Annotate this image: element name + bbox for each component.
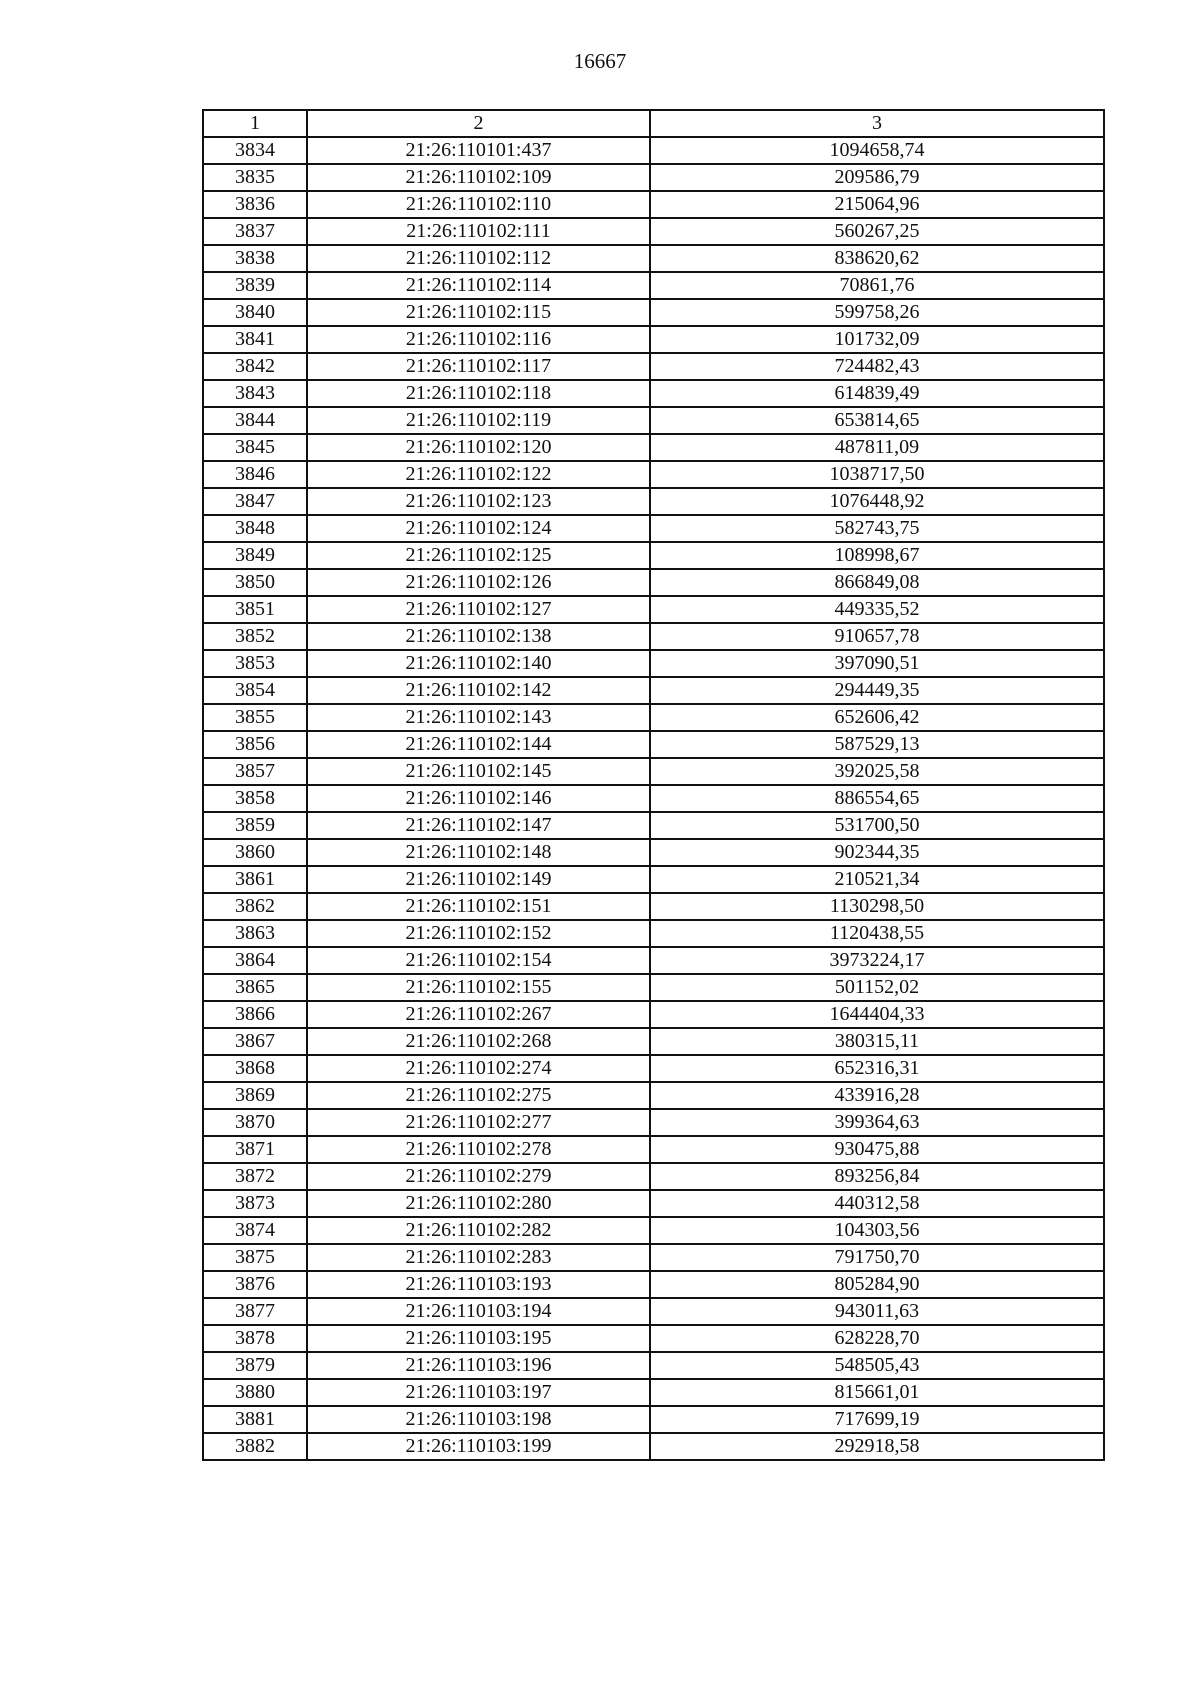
row-number-cell: 3876	[203, 1271, 307, 1298]
cadastral-number-cell: 21:26:110102:282	[307, 1217, 650, 1244]
cadastral-number-cell: 21:26:110102:267	[307, 1001, 650, 1028]
cadastral-number-cell: 21:26:110102:147	[307, 812, 650, 839]
cadastral-number-cell: 21:26:110102:142	[307, 677, 650, 704]
cadastral-number-cell: 21:26:110102:122	[307, 461, 650, 488]
cadastral-number-cell: 21:26:110102:268	[307, 1028, 650, 1055]
row-number-cell: 3881	[203, 1406, 307, 1433]
row-number-cell: 3868	[203, 1055, 307, 1082]
value-cell: 487811,09	[650, 434, 1104, 461]
row-number-cell: 3870	[203, 1109, 307, 1136]
table-row	[203, 461, 1104, 488]
table-row	[203, 731, 1104, 758]
row-number-cell: 3838	[203, 245, 307, 272]
row-number-cell: 3882	[203, 1433, 307, 1460]
table-row	[203, 1163, 1104, 1190]
value-cell: 791750,70	[650, 1244, 1104, 1271]
row-number-cell: 3852	[203, 623, 307, 650]
value-cell: 599758,26	[650, 299, 1104, 326]
value-cell: 1076448,92	[650, 488, 1104, 515]
value-cell: 893256,84	[650, 1163, 1104, 1190]
cadastral-number-cell: 21:26:110102:110	[307, 191, 650, 218]
value-cell: 3973224,17	[650, 947, 1104, 974]
value-cell: 209586,79	[650, 164, 1104, 191]
value-cell: 930475,88	[650, 1136, 1104, 1163]
value-cell: 215064,96	[650, 191, 1104, 218]
row-number-cell: 3872	[203, 1163, 307, 1190]
value-cell: 652606,42	[650, 704, 1104, 731]
cadastral-number-cell: 21:26:110102:125	[307, 542, 650, 569]
cadastral-number-cell: 21:26:110102:126	[307, 569, 650, 596]
value-cell: 560267,25	[650, 218, 1104, 245]
value-cell: 531700,50	[650, 812, 1104, 839]
value-cell: 587529,13	[650, 731, 1104, 758]
value-cell: 70861,76	[650, 272, 1104, 299]
cadastral-number-cell: 21:26:110102:277	[307, 1109, 650, 1136]
table-row	[203, 920, 1104, 947]
row-number-cell: 3880	[203, 1379, 307, 1406]
table-row	[203, 866, 1104, 893]
row-number-cell: 3862	[203, 893, 307, 920]
row-number-cell: 3854	[203, 677, 307, 704]
cadastral-number-cell: 21:26:110102:146	[307, 785, 650, 812]
table-row	[203, 1325, 1104, 1352]
row-number-cell: 3836	[203, 191, 307, 218]
cadastral-number-cell: 21:26:110103:197	[307, 1379, 650, 1406]
row-number-cell: 3864	[203, 947, 307, 974]
cadastral-number-cell: 21:26:110102:116	[307, 326, 650, 353]
table-row	[203, 1217, 1104, 1244]
value-cell: 1130298,50	[650, 893, 1104, 920]
table-row	[203, 272, 1104, 299]
cadastral-number-cell: 21:26:110102:144	[307, 731, 650, 758]
row-number-cell: 3848	[203, 515, 307, 542]
row-number-cell: 3851	[203, 596, 307, 623]
value-cell: 910657,78	[650, 623, 1104, 650]
table-row	[203, 164, 1104, 191]
page-number: 16667	[573, 49, 627, 73]
value-cell: 1094658,74	[650, 137, 1104, 164]
cadastral-number-cell: 21:26:110102:138	[307, 623, 650, 650]
row-number-cell: 3846	[203, 461, 307, 488]
table-row	[203, 704, 1104, 731]
value-cell: 653814,65	[650, 407, 1104, 434]
cadastral-number-cell: 21:26:110102:151	[307, 893, 650, 920]
cadastral-number-cell: 21:26:110102:112	[307, 245, 650, 272]
table-row	[203, 326, 1104, 353]
row-number-cell: 3858	[203, 785, 307, 812]
table-row	[203, 542, 1104, 569]
row-number-cell: 3866	[203, 1001, 307, 1028]
cadastral-number-cell: 21:26:110102:127	[307, 596, 650, 623]
value-cell: 805284,90	[650, 1271, 1104, 1298]
value-cell: 1644404,33	[650, 1001, 1104, 1028]
table-row	[203, 1352, 1104, 1379]
column-header-3: 3	[650, 110, 1104, 137]
table-row	[203, 407, 1104, 434]
row-number-cell: 3859	[203, 812, 307, 839]
value-cell: 866849,08	[650, 569, 1104, 596]
cadastral-number-cell: 21:26:110102:114	[307, 272, 650, 299]
value-cell: 399364,63	[650, 1109, 1104, 1136]
table-row	[203, 1271, 1104, 1298]
value-cell: 1038717,50	[650, 461, 1104, 488]
header-row	[203, 110, 1104, 137]
cadastral-number-cell: 21:26:110102:124	[307, 515, 650, 542]
table-row	[203, 1433, 1104, 1460]
table-row	[203, 1298, 1104, 1325]
value-cell: 397090,51	[650, 650, 1104, 677]
value-cell: 838620,62	[650, 245, 1104, 272]
row-number-cell: 3856	[203, 731, 307, 758]
row-number-cell: 3850	[203, 569, 307, 596]
cadastral-number-cell: 21:26:110103:194	[307, 1298, 650, 1325]
cadastral-number-cell: 21:26:110103:196	[307, 1352, 650, 1379]
cadastral-number-cell: 21:26:110102:155	[307, 974, 650, 1001]
cadastral-number-cell: 21:26:110101:437	[307, 137, 650, 164]
table-row	[203, 515, 1104, 542]
cadastral-number-cell: 21:26:110102:120	[307, 434, 650, 461]
table-row	[203, 650, 1104, 677]
cadastral-number-cell: 21:26:110102:280	[307, 1190, 650, 1217]
table-row	[203, 1379, 1104, 1406]
value-cell: 380315,11	[650, 1028, 1104, 1055]
row-number-cell: 3867	[203, 1028, 307, 1055]
table-row	[203, 677, 1104, 704]
cadastral-number-cell: 21:26:110102:274	[307, 1055, 650, 1082]
cadastral-number-cell: 21:26:110102:115	[307, 299, 650, 326]
table-row	[203, 245, 1104, 272]
row-number-cell: 3840	[203, 299, 307, 326]
cadastral-number-cell: 21:26:110102:119	[307, 407, 650, 434]
value-cell: 943011,63	[650, 1298, 1104, 1325]
cadastral-number-cell: 21:26:110102:152	[307, 920, 650, 947]
cadastral-number-cell: 21:26:110102:140	[307, 650, 650, 677]
cadastral-number-cell: 21:26:110103:193	[307, 1271, 650, 1298]
table-row	[203, 1136, 1104, 1163]
cadastral-number-cell: 21:26:110102:117	[307, 353, 650, 380]
table-row	[203, 623, 1104, 650]
value-cell: 582743,75	[650, 515, 1104, 542]
value-cell: 433916,28	[650, 1082, 1104, 1109]
value-cell: 501152,02	[650, 974, 1104, 1001]
value-cell: 548505,43	[650, 1352, 1104, 1379]
table-row	[203, 299, 1104, 326]
value-cell: 1120438,55	[650, 920, 1104, 947]
cadastral-number-cell: 21:26:110102:109	[307, 164, 650, 191]
table-row	[203, 191, 1104, 218]
row-number-cell: 3855	[203, 704, 307, 731]
row-number-cell: 3878	[203, 1325, 307, 1352]
cadastral-number-cell: 21:26:110102:118	[307, 380, 650, 407]
table-row	[203, 218, 1104, 245]
value-cell: 210521,34	[650, 866, 1104, 893]
value-cell: 628228,70	[650, 1325, 1104, 1352]
cadastral-number-cell: 21:26:110102:145	[307, 758, 650, 785]
cadastral-number-cell: 21:26:110102:148	[307, 839, 650, 866]
row-number-cell: 3835	[203, 164, 307, 191]
cadastral-number-cell: 21:26:110102:283	[307, 1244, 650, 1271]
row-number-cell: 3875	[203, 1244, 307, 1271]
row-number-cell: 3874	[203, 1217, 307, 1244]
cadastral-number-cell: 21:26:110103:198	[307, 1406, 650, 1433]
table-row	[203, 1109, 1104, 1136]
row-number-cell: 3844	[203, 407, 307, 434]
table-row	[203, 893, 1104, 920]
table-row	[203, 380, 1104, 407]
row-number-cell: 3849	[203, 542, 307, 569]
table-row	[203, 353, 1104, 380]
column-header-1: 1	[203, 110, 307, 137]
row-number-cell: 3877	[203, 1298, 307, 1325]
cadastral-number-cell: 21:26:110102:278	[307, 1136, 650, 1163]
table-row	[203, 488, 1104, 515]
cadastral-number-cell: 21:26:110102:111	[307, 218, 650, 245]
table-row	[203, 596, 1104, 623]
table-row	[203, 1055, 1104, 1082]
row-number-cell: 3865	[203, 974, 307, 1001]
row-number-cell: 3873	[203, 1190, 307, 1217]
value-cell: 717699,19	[650, 1406, 1104, 1433]
table-row	[203, 1001, 1104, 1028]
cadastral-value-table	[202, 109, 1105, 1461]
row-number-cell: 3861	[203, 866, 307, 893]
table-row	[203, 1190, 1104, 1217]
row-number-cell: 3845	[203, 434, 307, 461]
value-cell: 815661,01	[650, 1379, 1104, 1406]
value-cell: 652316,31	[650, 1055, 1104, 1082]
cadastral-number-cell: 21:26:110102:279	[307, 1163, 650, 1190]
row-number-cell: 3879	[203, 1352, 307, 1379]
table-header	[203, 110, 1104, 137]
value-cell: 886554,65	[650, 785, 1104, 812]
row-number-cell: 3857	[203, 758, 307, 785]
cadastral-number-cell: 21:26:110103:199	[307, 1433, 650, 1460]
table-row	[203, 1082, 1104, 1109]
row-number-cell: 3863	[203, 920, 307, 947]
value-cell: 392025,58	[650, 758, 1104, 785]
row-number-cell: 3842	[203, 353, 307, 380]
table-row	[203, 812, 1104, 839]
value-cell: 292918,58	[650, 1433, 1104, 1460]
value-cell: 449335,52	[650, 596, 1104, 623]
row-number-cell: 3841	[203, 326, 307, 353]
row-number-cell: 3837	[203, 218, 307, 245]
row-number-cell: 3834	[203, 137, 307, 164]
column-header-2: 2	[307, 110, 650, 137]
row-number-cell: 3847	[203, 488, 307, 515]
table-row	[203, 1406, 1104, 1433]
cadastral-number-cell: 21:26:110102:275	[307, 1082, 650, 1109]
table-row	[203, 839, 1104, 866]
row-number-cell: 3843	[203, 380, 307, 407]
table-row	[203, 758, 1104, 785]
cadastral-number-cell: 21:26:110102:154	[307, 947, 650, 974]
value-cell: 614839,49	[650, 380, 1104, 407]
value-cell: 108998,67	[650, 542, 1104, 569]
table-row	[203, 569, 1104, 596]
row-number-cell: 3869	[203, 1082, 307, 1109]
value-cell: 294449,35	[650, 677, 1104, 704]
row-number-cell: 3860	[203, 839, 307, 866]
table-row	[203, 1244, 1104, 1271]
cadastral-number-cell: 21:26:110102:143	[307, 704, 650, 731]
table-row	[203, 785, 1104, 812]
value-cell: 440312,58	[650, 1190, 1104, 1217]
table-row	[203, 137, 1104, 164]
value-cell: 101732,09	[650, 326, 1104, 353]
table-row	[203, 974, 1104, 1001]
table-row	[203, 947, 1104, 974]
row-number-cell: 3839	[203, 272, 307, 299]
value-cell: 902344,35	[650, 839, 1104, 866]
value-cell: 724482,43	[650, 353, 1104, 380]
table-row	[203, 434, 1104, 461]
row-number-cell: 3871	[203, 1136, 307, 1163]
value-cell: 104303,56	[650, 1217, 1104, 1244]
cadastral-number-cell: 21:26:110102:149	[307, 866, 650, 893]
table-body	[203, 137, 1104, 1460]
cadastral-number-cell: 21:26:110102:123	[307, 488, 650, 515]
row-number-cell: 3853	[203, 650, 307, 677]
table-row	[203, 1028, 1104, 1055]
cadastral-number-cell: 21:26:110103:195	[307, 1325, 650, 1352]
